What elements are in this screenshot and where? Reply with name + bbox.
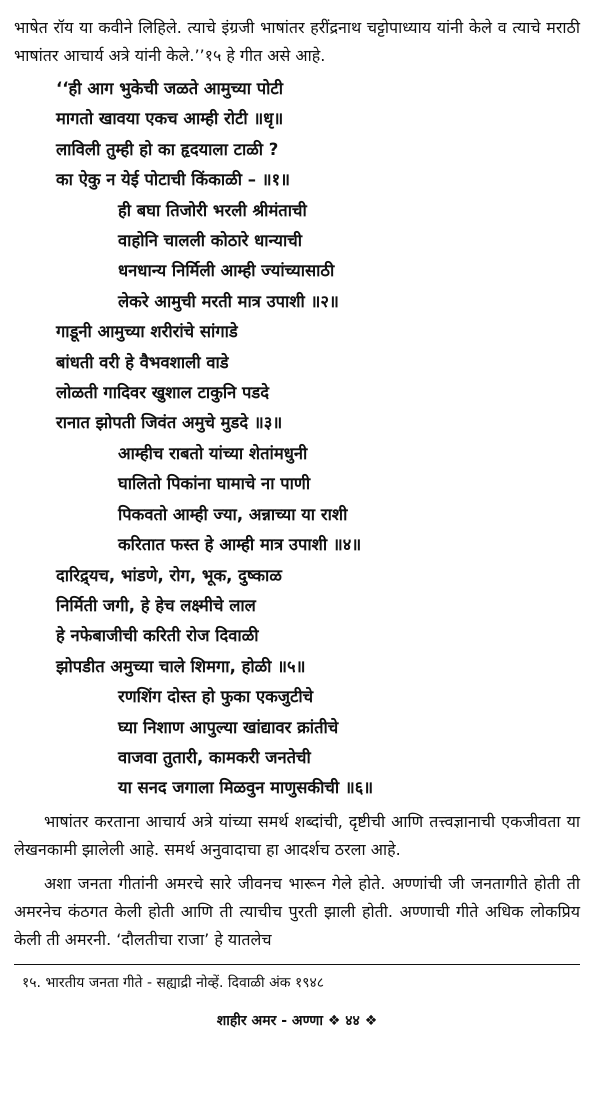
page-footer: शाहीर अमर - अण्णा ❖ ४४ ❖	[216, 1012, 378, 1029]
poem-line: घालितो पिकांना घामाचे ना पाणी	[118, 474, 311, 494]
body-paragraph-1: भाषांतर करताना आचार्य अत्रे यांच्या समर्थ शब्दांची, दृष्टीची आणि तत्त्वज्ञानाची एकजीवता या लेखनकामी झालेली आहे. समर्थ अनुवादाचा हा आदर्शच ठरला आहे.	[14, 811, 580, 859]
body-paragraph-2: अशा जनता गीतांनी अमरचे सारे जीवनच भारून गेले होते. अण्णांची जी जनतागीते होती ती अमरनेच कंठगत केली होती आणि ती त्याचीच पुरती झाली होती. अण्णाची गीते अधिक लोकप्रिय केली ती अमरनी. ‘दौलतीचा राजा’ हे यातलेच	[14, 873, 580, 949]
poem-line: मागतो खावया एकच आम्ही रोटी ॥धृ॥	[56, 109, 284, 129]
poem-stanza-5	[14, 561, 580, 683]
footnote-divider	[14, 964, 580, 965]
poem-line: गाडूनी आमुच्या शरीरांचे सांगाडे	[56, 322, 238, 342]
poem	[14, 74, 580, 804]
poem-line: आम्हीच राबतो यांच्या शेतांमधुनी	[118, 443, 308, 463]
poem-stanza-4	[14, 439, 580, 561]
footnote: १५. भारतीय जनता गीते - सह्याद्री नोव्हें. दिवाळी अंक १९४८	[22, 974, 325, 991]
poem-stanza-6	[14, 682, 580, 804]
poem-stanza-1	[14, 74, 580, 196]
intro-paragraph: भाषेत रॉय या कवीने लिहिले. त्याचे इंग्रजी भाषांतर हरींद्रनाथ चट्टोपाध्याय यांनी केले व त्याचे मराठी भाषांतर आचार्य अत्रे यांनी केले.’’१५ हे गीत असे आहे.	[14, 18, 580, 65]
poem-line: हे नफेबाजीची करिती रोज दिवाळी	[56, 626, 259, 646]
poem-line: ही बघा तिजोरी भरली श्रीमंताची	[118, 200, 307, 220]
poem-line: या सनद जगाला मिळवुन माणुसकीची ॥६॥	[118, 778, 374, 798]
poem-line: धनधान्य निर्मिली आम्ही ज्यांच्यासाठी	[118, 261, 335, 281]
poem-line: ‘‘ही आग भुकेची जळते आमुच्या पोटी	[56, 79, 283, 98]
poem-line: करितात फस्त हे आम्ही मात्र उपाशी ॥४॥	[118, 535, 362, 555]
poem-line: लाविली तुम्ही हो का हृदयाला टाळी ?	[56, 139, 279, 159]
poem-line: लेकरे आमुची मरती मात्र उपाशी ॥२॥	[118, 291, 339, 311]
poem-stanza-3	[14, 317, 580, 439]
poem-line: घ्या निशाण आपुल्या खांद्यावर क्रांतीचे	[118, 717, 339, 737]
poem-line: वाहोनि चालली कोठारे धान्याची	[118, 231, 302, 251]
poem-line: का ऐकु न येई पोटाची किंकाळी – ॥१॥	[56, 170, 291, 190]
poem-line: वाजवा तुतारी, कामकरी जनतेची	[118, 747, 311, 767]
poem-line: झोपडीत अमुच्या चाले शिमगा, होळी ॥५॥	[56, 656, 306, 676]
poem-line: दारिद्र्यच, भांडणे, रोग, भूक, दुष्काळ	[56, 565, 282, 585]
poem-stanza-2	[14, 196, 580, 318]
poem-line: रानात झोपती जिवंत अमुचे मुडदे ॥३॥	[56, 413, 283, 433]
poem-line: निर्मिती जगी, हे हेच लक्ष्मीचे लाल	[56, 595, 256, 615]
poem-line: लोळती गादिवर खुशाल टाकुनि पडदे	[56, 383, 270, 403]
poem-line: पिकवतो आम्ही ज्या, अन्नाच्या या राशी	[118, 504, 348, 524]
poem-line: बांधती वरी हे वैभवशाली वाडे	[56, 352, 229, 372]
poem-line: रणशिंग दोस्त हो फुका एकजुटीचे	[118, 687, 314, 707]
